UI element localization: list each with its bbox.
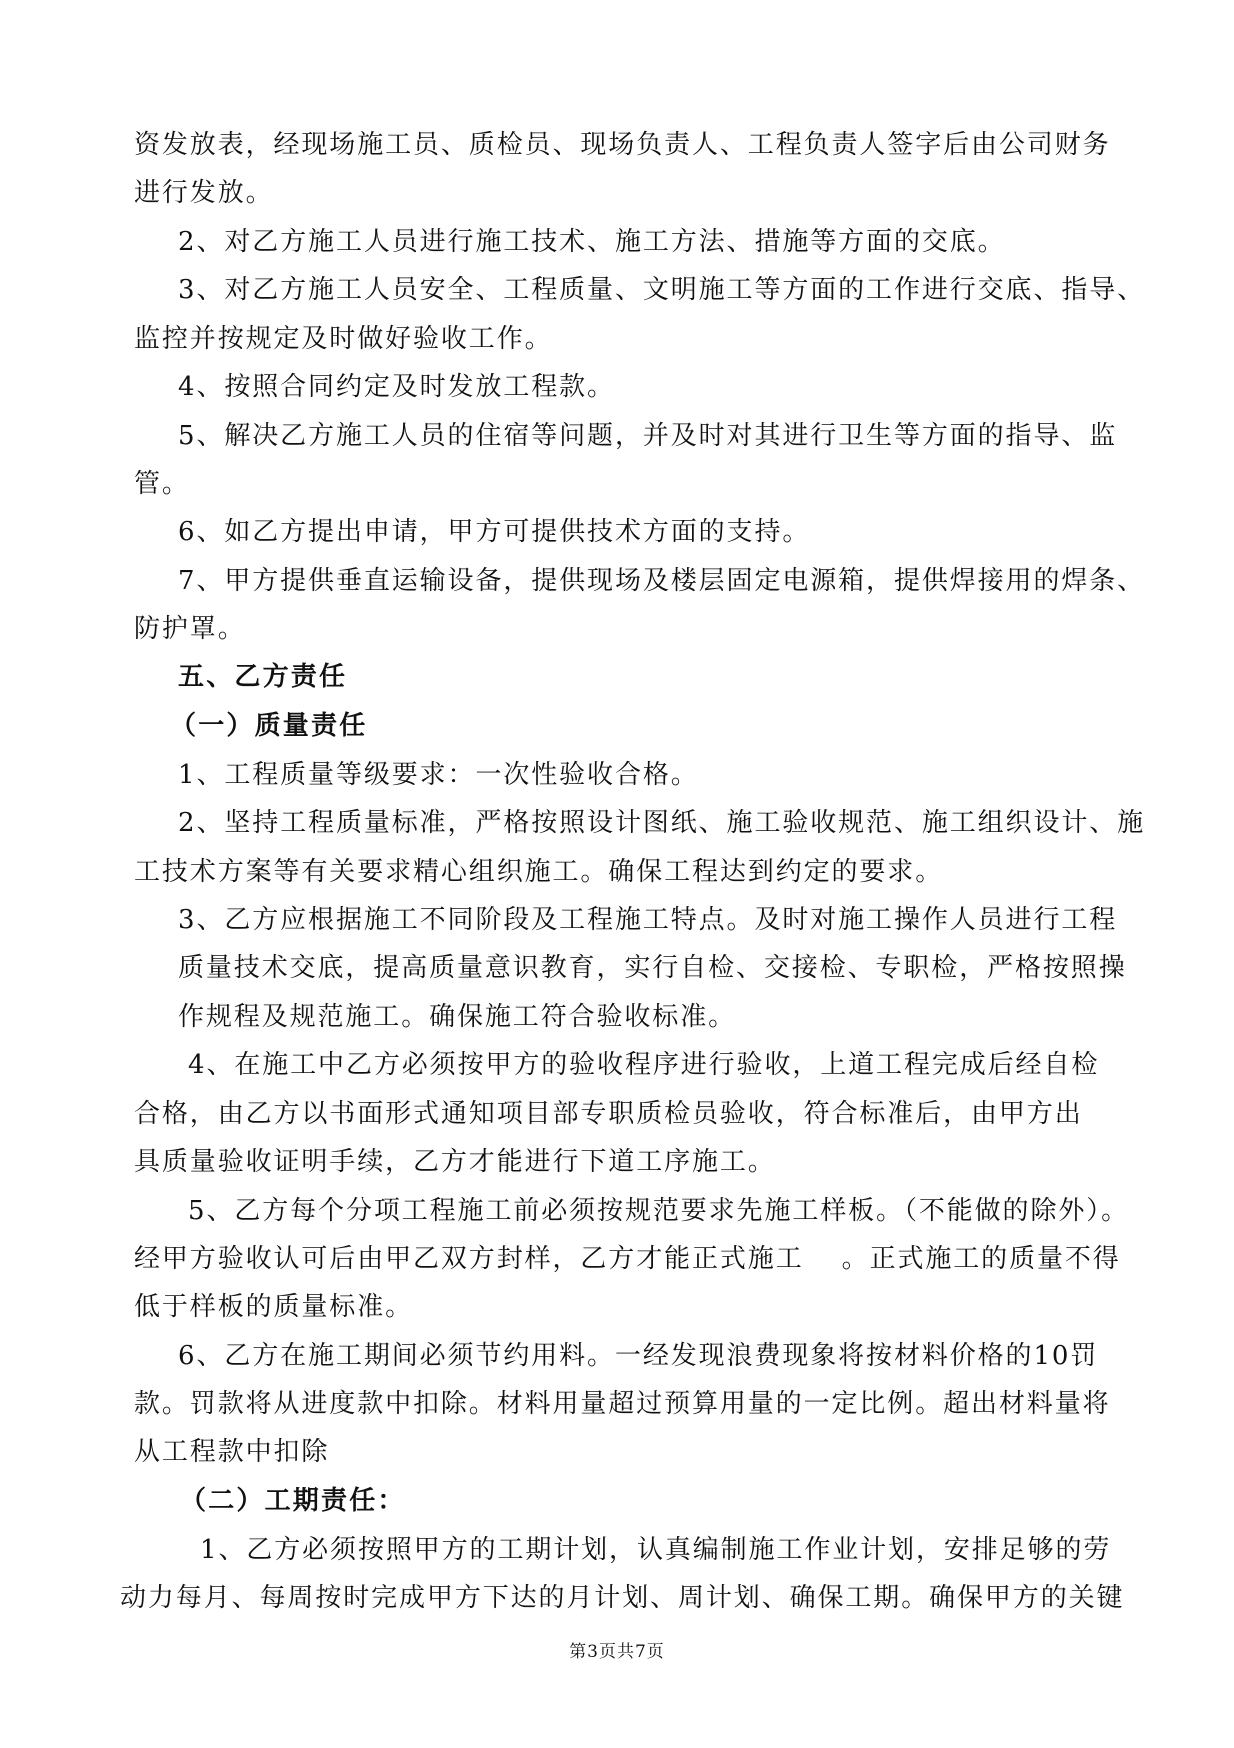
text-line: 经甲方验收认可后由甲乙双方封样，乙方才能正式施工 。正式施工的质量不得: [134, 1244, 1121, 1274]
text-line: 6、乙方在施工期间必须节约用料。一经发现浪费现象将按材料价格的10罚: [178, 1341, 1099, 1371]
text-line: 2、坚持工程质量标准，严格按照设计图纸、施工验收规范、施工组织设计、施: [178, 808, 1146, 838]
text-line: 工技术方案等有关要求精心组织施工。确保工程达到约定的要求。: [134, 857, 944, 887]
text-line: 合格，由乙方以书面形式通知项目部专职质检员验收，符合标准后，由甲方出: [134, 1099, 1083, 1129]
text-line: 5、乙方每个分项工程施工前必须按规范要求先施工样板。（不能做的除外）。: [188, 1196, 1130, 1226]
text-line: 作规程及规范施工。确保施工符合验收标准。: [178, 1002, 737, 1032]
subsection-heading: （一）质量责任: [170, 711, 368, 741]
text-line: 管。: [134, 469, 190, 499]
section-heading: 五、乙方责任: [178, 662, 348, 692]
text-line: 动力每月、每周按时完成甲方下达的月计划、周计划、确保工期。确保甲方的关键: [120, 1583, 1125, 1613]
text-line: 4、按照合同约定及时发放工程款。: [178, 372, 615, 402]
text-line: 1、乙方必须按照甲方的工期计划，认真编制施工作业计划，安排足够的劳: [200, 1535, 1112, 1565]
page-footer: 第3页共7页: [569, 1642, 665, 1662]
text-line: 低于样板的质量标准。: [134, 1292, 414, 1322]
text-line: 资发放表，经现场施工员、质检员、现场负责人、工程负责人签字后由公司财务: [134, 130, 1111, 160]
text-line: 款。罚款将从进度款中扣除。材料用量超过预算用量的一定比例。超出材料量将: [134, 1389, 1111, 1419]
text-line: 3、对乙方施工人员安全、工程质量、文明施工等方面的工作进行交底、指导、: [178, 275, 1146, 305]
text-line: 具质量验收证明手续，乙方才能进行下道工序施工。: [134, 1147, 776, 1177]
text-line: 防护罩。: [134, 614, 246, 644]
text-line: 3、乙方应根据施工不同阶段及工程施工特点。及时对施工操作人员进行工程: [178, 905, 1118, 935]
text-line: 6、如乙方提出申请，甲方可提供技术方面的支持。: [178, 517, 811, 547]
text-line: 从工程款中扣除: [134, 1437, 330, 1467]
text-line: 5、解决乙方施工人员的住宿等问题，并及时对其进行卫生等方面的指导、监: [178, 421, 1118, 451]
subsection-heading: （二）工期责任：: [180, 1486, 406, 1516]
text-line: 监控并按规定及时做好验收工作。: [134, 324, 553, 354]
text-line: 7、甲方提供垂直运输设备，提供现场及楼层固定电源箱，提供焊接用的焊条、: [178, 566, 1146, 596]
text-line: 1、工程质量等级要求：一次性验收合格。: [178, 760, 699, 790]
text-line: 4、在施工中乙方必须按甲方的验收程序进行验收，上道工程完成后经自检: [188, 1050, 1100, 1080]
text-line: 进行发放。: [134, 178, 274, 208]
text-line: 质量技术交底，提高质量意识教育，实行自检、交接检、专职检，严格按照操: [178, 953, 1127, 983]
text-line: 2、对乙方施工人员进行施工技术、施工方法、措施等方面的交底。: [178, 227, 1006, 257]
